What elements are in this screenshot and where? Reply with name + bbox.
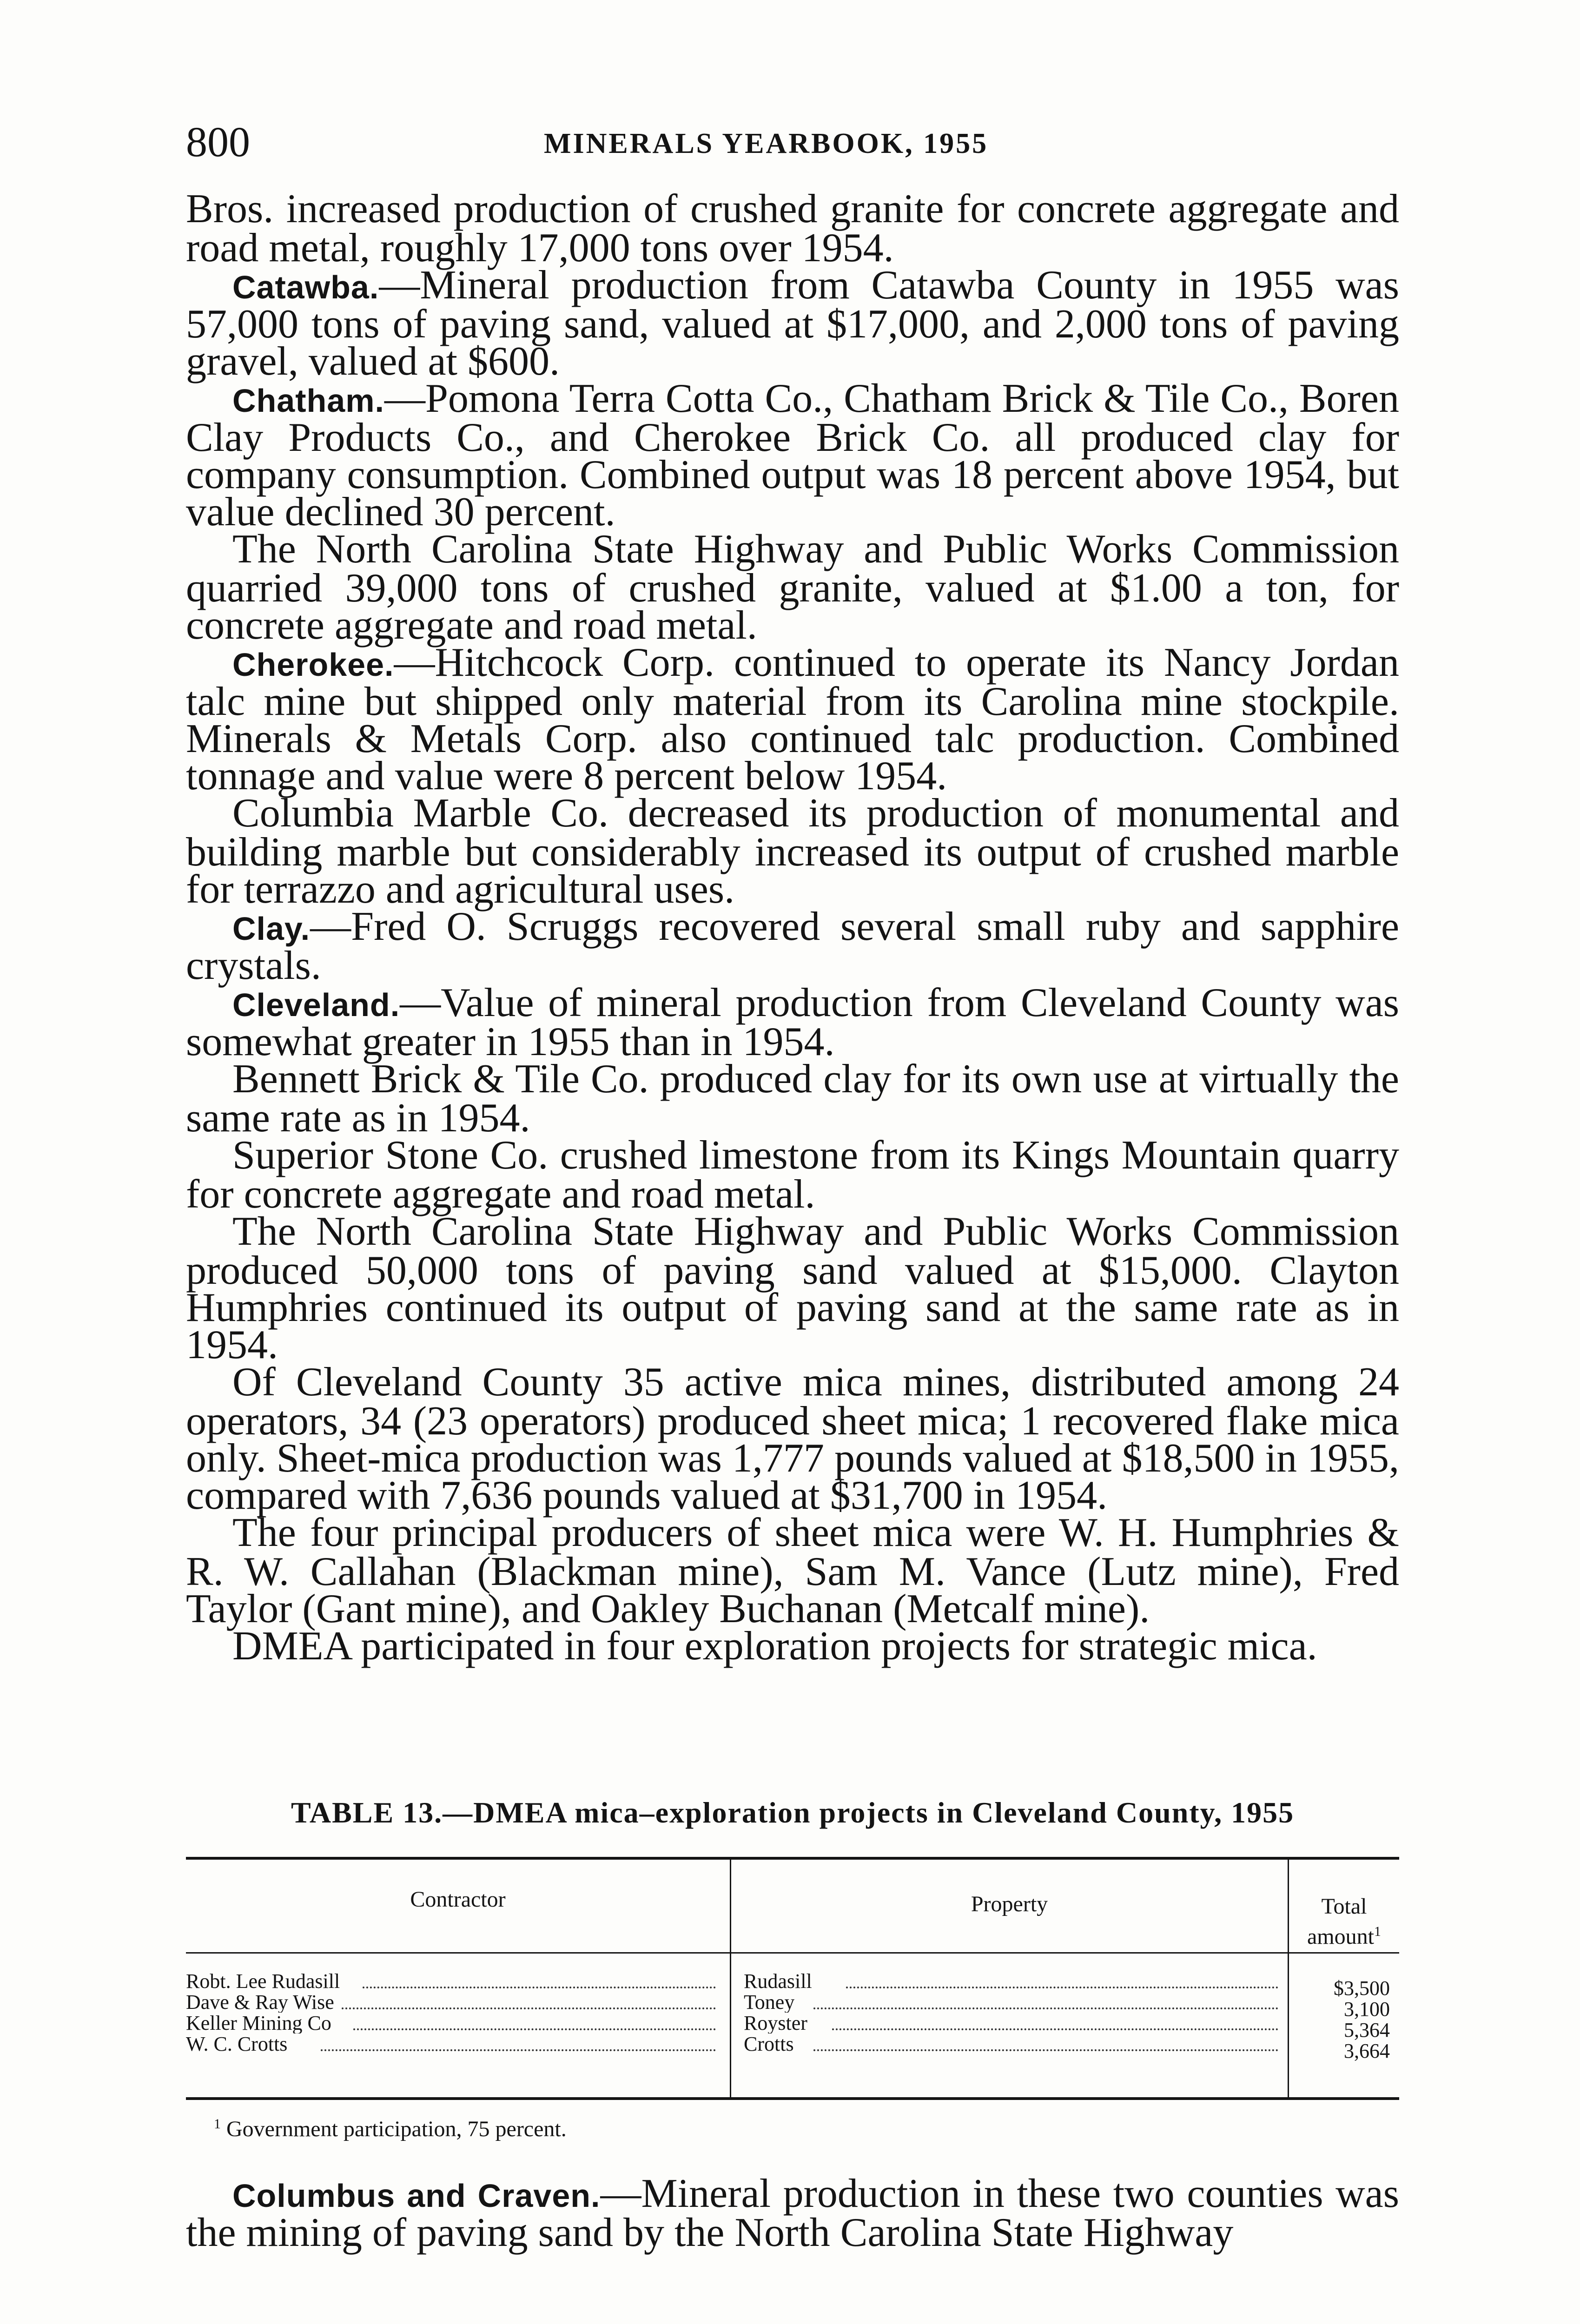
paragraph-clay: Clay.—Fred O. Scruggs recovered several small ruby and sapphire crystals. [186, 904, 1399, 988]
paragraph-chatham: Chatham.—Pomona Terra Cotta Co., Chatham Brick & Tile Co., Boren Clay Products Co., and Cherokee Brick Co. all produced clay for company consumption. Combined output was 18 percent above 1954, but value declined 30 percent. [186, 376, 1399, 535]
paragraph: DMEA participated in four exploration projects for strategic mica. [232, 1624, 1317, 1669]
county-heading: Catawba. [232, 269, 379, 305]
running-header [186, 116, 1399, 167]
table-row-amount: 3,664 [1344, 2040, 1390, 2062]
paragraph: Superior Stone Co. crushed limestone from its Kings Mountain quarry for concrete aggregate and road metal. [186, 1133, 1399, 1217]
table-row-property: Rudasill [744, 1971, 812, 1992]
footnote-marker: 1 [214, 2116, 221, 2132]
paragraph: The North Carolina State Highway and Public Works Commission produced 50,000 tons of paving sand valued at $15,000. Clayton Humphries continued its output of paving sand at the same rate as in 1954. [186, 1209, 1399, 1367]
running-title: MINERALS YEARBOOK, 1955 [544, 128, 989, 159]
dot-leader [363, 1987, 716, 1988]
table-row-property: Toney [744, 1992, 795, 2013]
column-header-total-amount: Total amount$^1$ [1307, 1894, 1381, 1949]
dot-leader [353, 2028, 716, 2030]
table-footnote: $^1$ Government participation, 75 percent. [214, 2116, 567, 2141]
table-bottom-rule [186, 2097, 1399, 2100]
table-13 [186, 1794, 1399, 2141]
table-row-property: Crotts [744, 2034, 794, 2054]
table-row-amount: 5,364 [1344, 2019, 1390, 2041]
table-row-property: Royster [744, 2013, 807, 2034]
county-heading: Cleveland. [232, 987, 400, 1023]
dot-leader [832, 2028, 1278, 2030]
table-row-amount: 3,100 [1344, 1998, 1390, 2020]
paragraph: Columbia Marble Co. decreased its production of monumental and building marble but considerably increased its output of crushed marble for terrazzo and agricultural uses. [186, 791, 1399, 912]
county-heading: Cherokee. [232, 647, 394, 683]
table-title: TABLE 13.—DMEA mica–exploration projects in Cleveland County, 1955 [291, 1796, 1295, 1829]
dot-leader [846, 1987, 1278, 1988]
footnote-marker: 1 [1374, 1924, 1381, 1939]
page-number: 800 [186, 118, 250, 165]
paragraph-cherokee: Cherokee.—Hitchcock Corp. continued to operate its Nancy Jordan talc mine but shipped only material from its Carolina mine stockpile. Minerals & Metals Corp. also continued talc production. Combined tonnage and value were 8 percent below 1954. [186, 640, 1399, 799]
paragraph: Bennett Brick & Tile Co. produced clay for its own use at virtually the same rate as in 1954. [186, 1056, 1399, 1141]
dot-leader [321, 2049, 716, 2051]
paragraph-cleveland: Cleveland.—Value of mineral production from Cleveland County was somewhat greater in 1955 than in 1954. [186, 980, 1399, 1064]
dot-leader [342, 2007, 716, 2009]
paragraph: The four principal producers of sheet mica were W. H. Humphries & R. W. Callahan (Blackman mine), Sam M. Vance (Lutz mine), Fred Taylor (Gant mine), and Oakley Buchanan (Metcalf mine). [186, 1510, 1399, 1631]
table-row-contractor: Dave & Ray Wise [186, 1992, 334, 2013]
table-row-amount: $3,500 [1334, 1977, 1390, 2000]
table-row-contractor: W. C. Crotts [186, 2034, 288, 2054]
county-heading: Chatham. [232, 383, 384, 419]
dot-leader [813, 2007, 1278, 2009]
paragraph: Bros. increased production of crushed granite for concrete aggregate and road metal, roughly 17,000 tons over 1954. [186, 186, 1399, 271]
table-row-contractor: Keller Mining Co [186, 2013, 331, 2034]
body-text [186, 186, 1399, 1669]
dot-leader [813, 2049, 1278, 2051]
table-top-rule [186, 1857, 1399, 1860]
column-header-contractor: Contractor [410, 1887, 506, 1912]
paragraph: The North Carolina State Highway and Public Works Commission quarried 39,000 tons of crushed granite, valued at $1.00 a ton, for concrete aggregate and road metal. [186, 527, 1399, 648]
table-row-contractor: Robt. Lee Rudasill [186, 1971, 340, 1992]
county-heading: Clay. [232, 911, 311, 947]
column-header-property: Property [971, 1892, 1048, 1916]
county-heading: Columbus and Craven. [232, 2178, 601, 2214]
paragraph-columbus-craven: Columbus and Craven.—Mineral production in these two counties was the mining of paving sand by the North Carolina State Highway [186, 2171, 1399, 2255]
table-header-rule [186, 1952, 1399, 1954]
paragraph-catawba: Catawba.—Mineral production from Catawba County in 1955 was 57,000 tons of paving sand, valued at $17,000, and 2,000 tons of paving gravel, valued at $600. [186, 263, 1399, 384]
paragraph: Of Cleveland County 35 active mica mines, distributed among 24 operators, 34 (23 operators) produced sheet mica; 1 recovered flake mica only. Sheet-mica production was 1,777 pounds valued at $18,500 in 1955, compared with 7,636 pounds valued at $31,700 in 1954. [186, 1360, 1399, 1518]
tail-text [186, 2171, 1399, 2255]
